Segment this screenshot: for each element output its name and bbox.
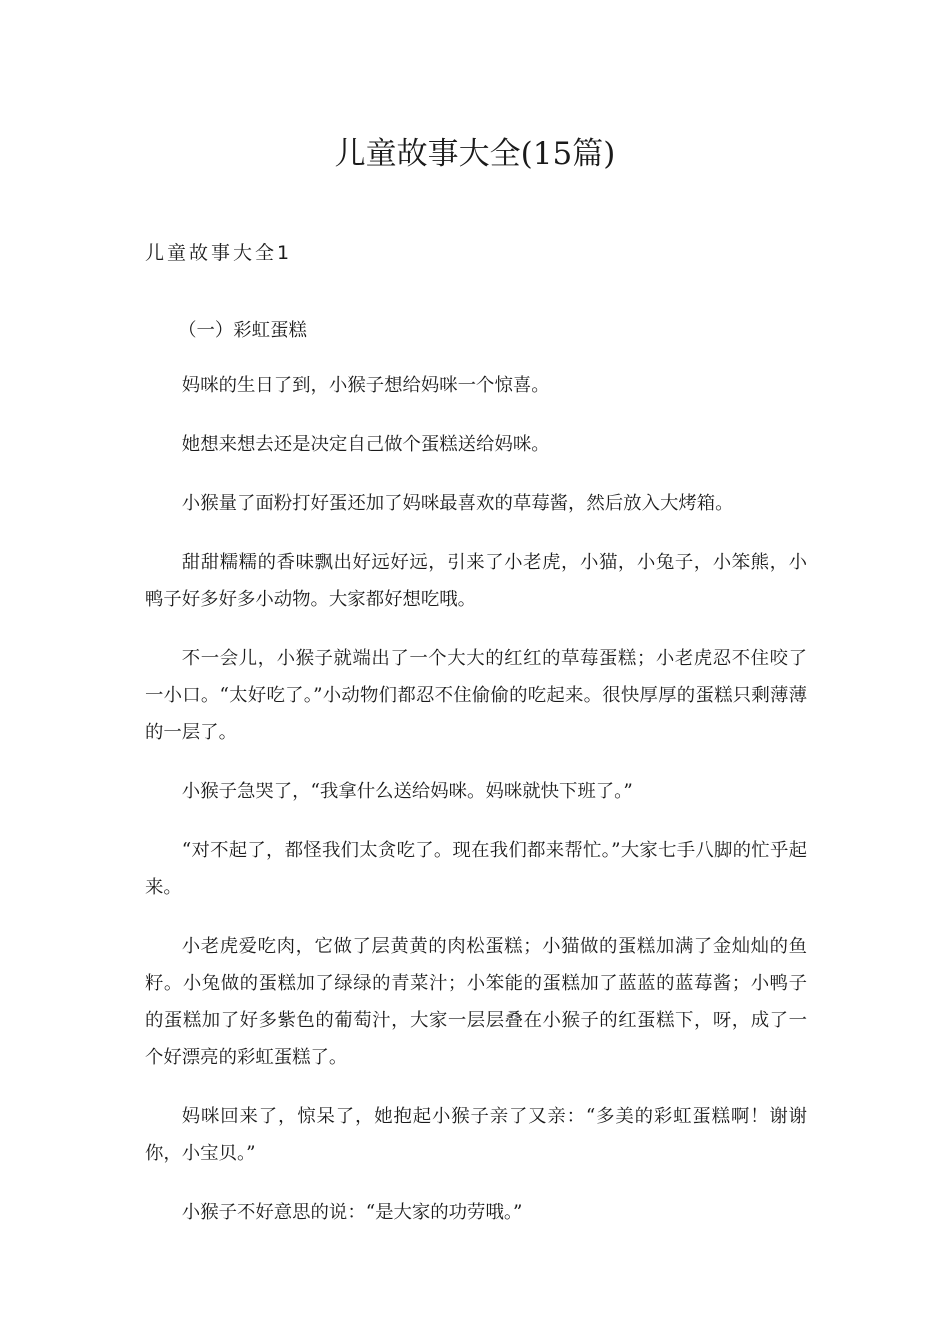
story-body <box>145 312 807 1253</box>
paragraph: 小猴子不好意思的说：“是大家的功劳哦。” <box>181 1202 523 1223</box>
paragraph: 妈咪的生日了到，小猴子想给妈咪一个惊喜。 <box>181 375 550 396</box>
paragraph: 小老虎爱吃肉，它做了层黄黄的肉松蛋糕；小猫做的蛋糕加满了金灿灿的鱼籽。小兔做的蛋糕加了绿绿的青菜汁；小笨能的蛋糕加了蓝蓝的蓝莓酱；小鸭子的蛋糕加了好多紫色的葡萄汁，大家一层层叠在小猴子的红蛋糕下，呀，成了一个好漂亮的彩虹蛋糕了。 <box>145 936 807 1068</box>
paragraph: “对不起了，都怪我们太贪吃了。现在我们都来帮忙。”大家七手八脚的忙乎起来。 <box>145 840 807 898</box>
paragraph: 她想来想去还是决定自己做个蛋糕送给妈咪。 <box>181 434 550 455</box>
story-subtitle: （一）彩虹蛋糕 <box>178 320 307 341</box>
section-heading: 儿童故事大全1 <box>145 242 293 264</box>
paragraph: 不一会儿，小猴子就端出了一个大大的红红的草莓蛋糕；小老虎忍不住咬了一小口。“太好吃了。”小动物们都忍不住偷偷的吃起来。很快厚厚的蛋糕只剩薄薄的一层了。 <box>145 648 807 743</box>
document-title: 儿童故事大全(15篇) <box>334 136 616 172</box>
paragraph: 妈咪回来了，惊呆了，她抱起小猴子亲了又亲：“多美的彩虹蛋糕啊！谢谢你，小宝贝。” <box>145 1106 807 1164</box>
paragraph: 甜甜糯糯的香味飘出好远好远，引来了小老虎，小猫，小兔子，小笨熊，小鸭子好多好多小动物。大家都好想吃哦。 <box>145 552 807 610</box>
paragraph: 小猴子急哭了，“我拿什么送给妈咪。妈咪就快下班了。” <box>181 781 633 802</box>
paragraph: 小猴量了面粉打好蛋还加了妈咪最喜欢的草莓酱，然后放入大烤箱。 <box>181 493 734 514</box>
